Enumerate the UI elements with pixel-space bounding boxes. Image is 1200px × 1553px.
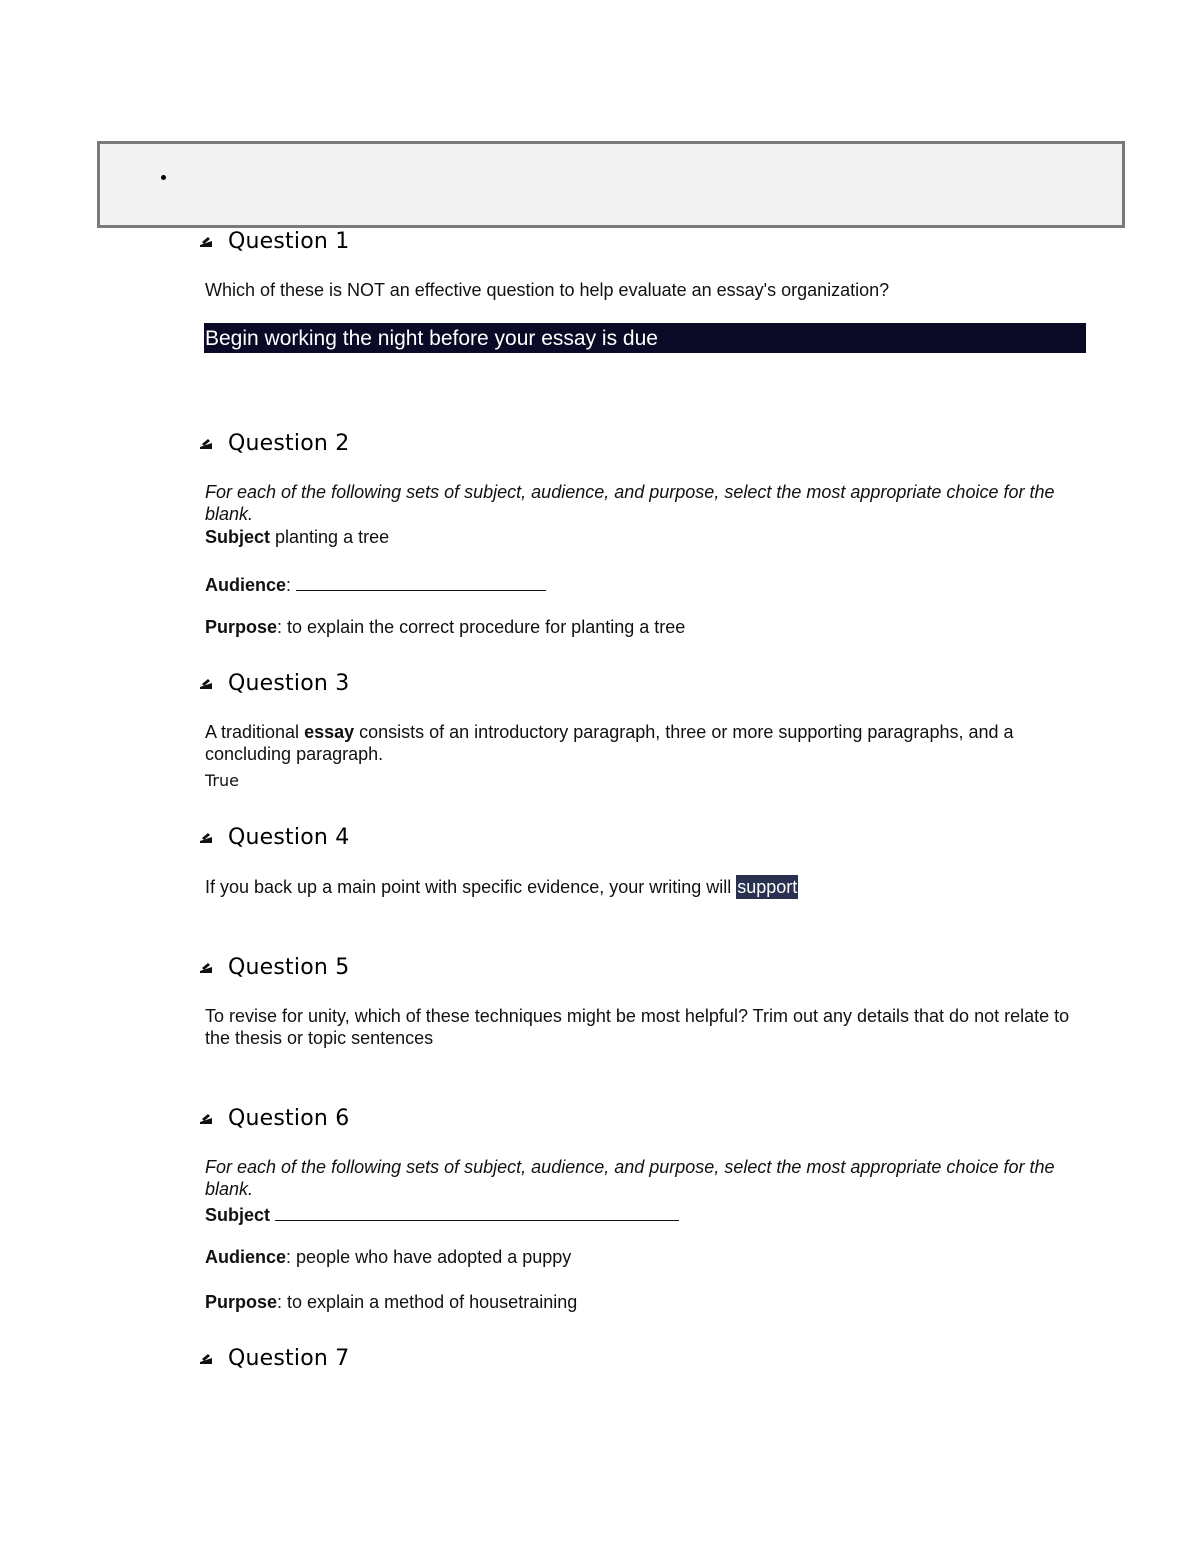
edit-pencil-icon: [199, 676, 213, 690]
question-title: Question 1: [228, 228, 350, 254]
subject-value: planting a tree: [270, 527, 390, 547]
purpose-label: Purpose: [205, 1292, 278, 1312]
purpose-line: [205, 1291, 577, 1313]
edit-pencil-icon: [199, 1111, 213, 1125]
subject-label: Subject: [205, 1205, 271, 1225]
subject-line: [205, 526, 389, 548]
selected-answer: support: [737, 877, 798, 897]
subject-label: Subject: [205, 527, 271, 547]
edit-pencil-icon: [199, 830, 213, 844]
statement-bold: essay: [304, 722, 355, 742]
question-3-header: [199, 668, 349, 698]
edit-pencil-icon: [199, 234, 213, 248]
audience-line: [205, 571, 546, 596]
edit-pencil-icon: [199, 960, 213, 974]
header-box: [97, 141, 1125, 228]
answer-text: True: [205, 771, 239, 790]
question-instructions: For each of the following sets of subject, audience, and purpose, select the most appropriate choice for the blank.: [205, 482, 1055, 524]
audience-separator: :: [286, 575, 297, 595]
statement-start: A traditional: [205, 722, 305, 742]
question-4-header: [199, 822, 349, 852]
audience-blank[interactable]: [296, 571, 546, 591]
audience-label: Audience: [205, 1247, 287, 1267]
selected-answer: Begin working the night before your essay is due: [204, 323, 1086, 353]
audience-value: : people who have adopted a puppy: [286, 1247, 572, 1267]
purpose-value: : to explain the correct procedure for planting a tree: [277, 617, 686, 637]
audience-line: [205, 1246, 571, 1268]
edit-pencil-icon: [199, 436, 213, 450]
question-title: Question 7: [228, 1345, 350, 1371]
bullet-dot: [161, 175, 166, 180]
question-title: Question 6: [228, 1105, 350, 1131]
question-title: Question 2: [228, 430, 350, 456]
question-2-header: [199, 428, 349, 458]
question-6-header: [199, 1103, 349, 1133]
question-7-header: [199, 1343, 349, 1373]
question-statement: [205, 721, 1075, 765]
question-1-header: [199, 226, 349, 256]
question-title: Question 4: [228, 824, 350, 850]
purpose-label: Purpose: [205, 617, 278, 637]
edit-pencil-icon: [199, 1351, 213, 1365]
purpose-line: [205, 616, 685, 638]
question-title: Question 5: [228, 954, 350, 980]
question-5-header: [199, 952, 349, 982]
question-prompt: Which of these is NOT an effective question to help evaluate an essay's organization?: [205, 280, 890, 300]
question-prompt: If you back up a main point with specific evidence, your writing will: [205, 877, 737, 897]
statement-end: consists of an introductory paragraph, three or more supporting paragraphs, and a concluding paragraph.: [205, 722, 1014, 764]
purpose-value: : to explain a method of housetraining: [277, 1292, 578, 1312]
subject-line: [205, 1201, 679, 1226]
fill-in-line: [205, 876, 798, 898]
question-instructions: For each of the following sets of subject, audience, and purpose, select the most appropriate choice for the blank.: [205, 1157, 1055, 1199]
subject-blank[interactable]: [275, 1201, 679, 1221]
question-text: To revise for unity, which of these techniques might be most helpful? Trim out any details that do not relate to the thesis or topic sentences: [205, 1006, 1070, 1048]
question-title: Question 3: [228, 670, 350, 696]
audience-label: Audience: [205, 575, 287, 595]
